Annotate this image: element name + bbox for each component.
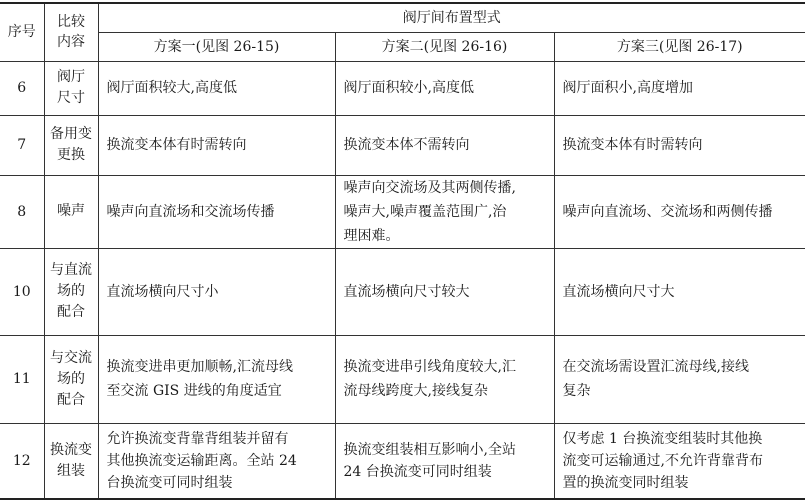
cell-line: 流变可运输通过,不允许背靠背布 — [562, 452, 763, 469]
header-compare-line-2: 内容 — [57, 34, 85, 51]
table-row — [0, 175, 805, 248]
row-cell-scheme-2 — [335, 175, 554, 248]
cell-line: 理困难。 — [343, 227, 400, 244]
table-row — [0, 115, 805, 175]
row-cell-scheme-3 — [554, 335, 805, 423]
row-seq: 11 — [0, 335, 44, 423]
row-item-line: 场的 — [57, 370, 85, 387]
row-seq: 12 — [0, 423, 44, 499]
row-cell-scheme-1 — [98, 335, 335, 423]
row-cell-scheme-1 — [98, 115, 335, 175]
row-item-line: 尺寸 — [57, 90, 85, 106]
row-seq: 6 — [0, 61, 44, 115]
row-cell-scheme-1 — [98, 61, 335, 115]
header-scheme-3: 方案三(见图 26-17) — [554, 32, 805, 61]
header-compare-line-1: 比较 — [57, 14, 85, 31]
row-cell-scheme-2 — [335, 248, 554, 335]
cell-line: 复杂 — [562, 383, 591, 399]
row-cell-scheme-2 — [335, 115, 554, 175]
header-scheme-1: 方案一(见图 26-15) — [98, 32, 335, 61]
cell-line: 直流场横向尺寸小 — [106, 283, 219, 300]
cell-line: 直流场横向尺寸大 — [562, 283, 675, 300]
row-item-line: 换流变 — [50, 441, 92, 458]
row-item — [44, 423, 98, 499]
cell-line: 允许换流变背靠背组装并留有 — [106, 430, 289, 447]
cell-line: 噪声向直流场和交流场传播 — [106, 203, 275, 220]
cell-line: 阀厅面积较大,高度低 — [106, 80, 237, 96]
row-item-line: 备用变 — [50, 126, 92, 142]
row-cell-scheme-2 — [335, 61, 554, 115]
table-row — [0, 61, 805, 115]
cell-line: 阀厅面积小,高度增加 — [562, 80, 693, 96]
header-row-top — [0, 3, 805, 32]
cell-line: 噪声大,噪声覆盖范围广,治 — [343, 203, 507, 220]
cell-line: 置的换流变同时组装 — [562, 474, 689, 491]
cell-line: 在交流场需设置汇流母线,接线 — [562, 359, 749, 375]
row-item — [44, 248, 98, 335]
table-row — [0, 423, 805, 499]
row-item-line: 更换 — [57, 147, 85, 163]
row-seq: 7 — [0, 115, 44, 175]
row-item — [44, 115, 98, 175]
cell-line: 换流变组装相互影响小,全站 — [343, 441, 516, 458]
row-cell-scheme-3 — [554, 61, 805, 115]
row-cell-scheme-3 — [554, 115, 805, 175]
row-seq: 10 — [0, 248, 44, 335]
cell-line: 仅考虑 1 台换流变组装时其他换 — [562, 430, 763, 447]
row-item — [44, 175, 98, 248]
cell-line: 换流变本体不需转向 — [343, 137, 470, 153]
cell-line: 直流场横向尺寸较大 — [343, 283, 470, 300]
cell-line: 换流变进串更加顺畅,汇流母线 — [106, 359, 293, 375]
cell-line: 其他换流变运输距离。全站 24 — [106, 452, 297, 469]
row-cell-scheme-3 — [554, 423, 805, 499]
row-seq: 8 — [0, 175, 44, 248]
row-item-line: 与交流 — [50, 349, 92, 366]
row-item-line: 配合 — [57, 391, 85, 408]
row-cell-scheme-2 — [335, 335, 554, 423]
row-item — [44, 61, 98, 115]
row-item-line: 场的 — [57, 283, 85, 299]
header-scheme-2: 方案二(见图 26-16) — [335, 32, 554, 61]
cell-line: 换流变进串引线角度较大,汇 — [343, 359, 516, 375]
table-row — [0, 335, 805, 423]
table-row — [0, 248, 805, 335]
cell-line: 台换流变可同时组装 — [106, 474, 233, 491]
header-group: 阀厅间布置型式 — [98, 3, 805, 32]
row-item-line: 与直流 — [50, 262, 92, 278]
cell-line: 24 台换流变可同时组装 — [343, 463, 492, 480]
comparison-table — [0, 2, 805, 500]
row-item-line: 阀厅 — [57, 69, 85, 85]
row-cell-scheme-1 — [98, 248, 335, 335]
row-item-line: 组装 — [57, 462, 85, 479]
cell-line: 阀厅面积较小,高度低 — [343, 80, 474, 96]
cell-line: 流母线跨度大,接线复杂 — [343, 383, 488, 399]
row-item-line: 配合 — [57, 304, 85, 320]
cell-line: 噪声向交流场及其两侧传播, — [343, 179, 516, 196]
header-seq: 序号 — [0, 3, 44, 61]
row-cell-scheme-1 — [98, 423, 335, 499]
row-item-line: 噪声 — [57, 203, 85, 219]
header-compare — [44, 3, 98, 61]
row-cell-scheme-2 — [335, 423, 554, 499]
row-cell-scheme-1 — [98, 175, 335, 248]
cell-line: 至交流 GIS 进线的角度适宜 — [106, 383, 282, 399]
row-cell-scheme-3 — [554, 175, 805, 248]
cell-line: 换流变本体有时需转向 — [562, 137, 703, 153]
cell-line: 噪声向直流场、交流场和两侧传播 — [562, 203, 773, 220]
cell-line: 换流变本体有时需转向 — [106, 137, 247, 153]
row-item — [44, 335, 98, 423]
row-cell-scheme-3 — [554, 248, 805, 335]
header-row-schemes — [0, 32, 805, 61]
